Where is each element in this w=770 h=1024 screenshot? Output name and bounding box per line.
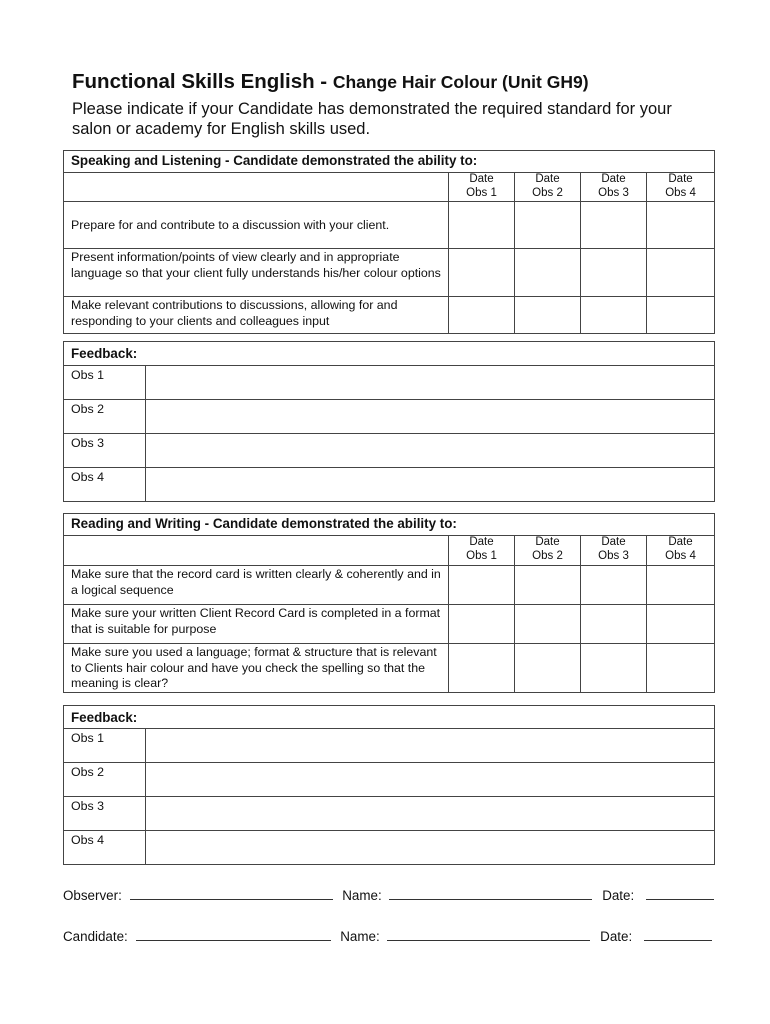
feedback-2-obs-4-field[interactable]	[146, 831, 715, 865]
feedback-1-obs-1-label: Obs 1	[64, 366, 146, 400]
header-blank	[64, 536, 449, 566]
header-blank	[64, 173, 449, 202]
title-unit: Change Hair Colour (Unit GH9)	[332, 72, 589, 92]
observer-signature-line[interactable]	[130, 889, 333, 900]
feedback-1-obs-3-label: Obs 3	[64, 434, 146, 468]
feedback-table-2	[63, 705, 715, 865]
candidate-label: Candidate:	[63, 929, 128, 944]
speaking-2-obs-3-cell[interactable]	[581, 249, 647, 297]
reading-heading: Reading and Writing - Candidate demonstrated the ability to:	[64, 514, 715, 536]
observer-name-label: Name:	[342, 888, 382, 903]
speaking-3-obs-4-cell[interactable]	[647, 297, 715, 334]
reading-1-obs-4-cell[interactable]	[647, 566, 715, 605]
speaking-item-1: Prepare for and contribute to a discussion with your client.	[64, 202, 449, 249]
reading-item-2: Make sure your written Client Record Card is completed in a format that is suitable for purpose	[64, 605, 449, 644]
feedback-2-obs-2-field[interactable]	[146, 763, 715, 797]
reading-item-1: Make sure that the record card is written clearly & coherently and in a logical sequence	[64, 566, 449, 605]
feedback-1-obs-4-field[interactable]	[146, 468, 715, 502]
candidate-name-label: Name:	[340, 929, 380, 944]
speaking-2-obs-2-cell[interactable]	[515, 249, 581, 297]
reading-1-obs-2-cell[interactable]	[515, 566, 581, 605]
reading-3-obs-1-cell[interactable]	[449, 644, 515, 693]
obs-2-header: Date Obs 2	[515, 536, 581, 566]
observer-name-line[interactable]	[389, 889, 592, 900]
feedback-1-heading: Feedback:	[64, 342, 715, 366]
observer-signoff-row	[63, 888, 714, 903]
reading-3-obs-2-cell[interactable]	[515, 644, 581, 693]
observer-date-line[interactable]	[646, 889, 714, 900]
feedback-2-obs-3-field[interactable]	[146, 797, 715, 831]
observer-date-label: Date:	[602, 888, 635, 903]
obs-1-header: Date Obs 1	[449, 536, 515, 566]
intro-text: Please indicate if your Candidate has demonstrated the required standard for your salon or academy for English skills used.	[72, 100, 672, 138]
speaking-item-3: Make relevant contributions to discussions, allowing for and responding to your clients and colleagues input	[64, 297, 449, 334]
feedback-1-obs-3-field[interactable]	[146, 434, 715, 468]
reading-writing-table	[63, 513, 715, 693]
feedback-2-obs-2-label: Obs 2	[64, 763, 146, 797]
candidate-signoff-row	[63, 929, 712, 944]
feedback-1-obs-1-field[interactable]	[146, 366, 715, 400]
form-title	[72, 70, 589, 94]
speaking-1-obs-1-cell[interactable]	[449, 202, 515, 249]
reading-1-obs-3-cell[interactable]	[581, 566, 647, 605]
speaking-listening-table	[63, 150, 715, 334]
obs-4-header: Date Obs 4	[647, 173, 715, 202]
obs-2-header: Date Obs 2	[515, 173, 581, 202]
observer-label: Observer:	[63, 888, 122, 903]
obs-1-header: Date Obs 1	[449, 173, 515, 202]
feedback-2-obs-1-label: Obs 1	[64, 729, 146, 763]
reading-1-obs-1-cell[interactable]	[449, 566, 515, 605]
candidate-name-line[interactable]	[387, 930, 590, 941]
speaking-2-obs-1-cell[interactable]	[449, 249, 515, 297]
reading-3-obs-4-cell[interactable]	[647, 644, 715, 693]
speaking-2-obs-4-cell[interactable]	[647, 249, 715, 297]
feedback-2-obs-3-label: Obs 3	[64, 797, 146, 831]
feedback-1-obs-4-label: Obs 4	[64, 468, 146, 502]
speaking-3-obs-2-cell[interactable]	[515, 297, 581, 334]
speaking-3-obs-3-cell[interactable]	[581, 297, 647, 334]
candidate-signature-line[interactable]	[136, 930, 331, 941]
obs-4-header: Date Obs 4	[647, 536, 715, 566]
speaking-1-obs-2-cell[interactable]	[515, 202, 581, 249]
reading-2-obs-2-cell[interactable]	[515, 605, 581, 644]
candidate-date-label: Date:	[600, 929, 633, 944]
speaking-1-obs-3-cell[interactable]	[581, 202, 647, 249]
feedback-2-heading: Feedback:	[64, 706, 715, 729]
feedback-1-obs-2-field[interactable]	[146, 400, 715, 434]
speaking-heading: Speaking and Listening - Candidate demonstrated the ability to:	[64, 151, 715, 173]
speaking-item-2: Present information/points of view clearly and in appropriate language so that your client fully understands his/her colour options	[64, 249, 449, 297]
obs-3-header: Date Obs 3	[581, 173, 647, 202]
speaking-1-obs-4-cell[interactable]	[647, 202, 715, 249]
feedback-2-obs-1-field[interactable]	[146, 729, 715, 763]
obs-3-header: Date Obs 3	[581, 536, 647, 566]
feedback-1-obs-2-label: Obs 2	[64, 400, 146, 434]
candidate-date-line[interactable]	[644, 930, 712, 941]
feedback-table-1	[63, 341, 715, 502]
reading-3-obs-3-cell[interactable]	[581, 644, 647, 693]
speaking-3-obs-1-cell[interactable]	[449, 297, 515, 334]
reading-item-3: Make sure you used a language; format & structure that is relevant to Clients hair colour and have you check the spelling so that the meaning is clear?	[64, 644, 449, 693]
title-main: Functional Skills English -	[72, 70, 333, 93]
reading-2-obs-1-cell[interactable]	[449, 605, 515, 644]
reading-2-obs-3-cell[interactable]	[581, 605, 647, 644]
reading-2-obs-4-cell[interactable]	[647, 605, 715, 644]
feedback-2-obs-4-label: Obs 4	[64, 831, 146, 865]
